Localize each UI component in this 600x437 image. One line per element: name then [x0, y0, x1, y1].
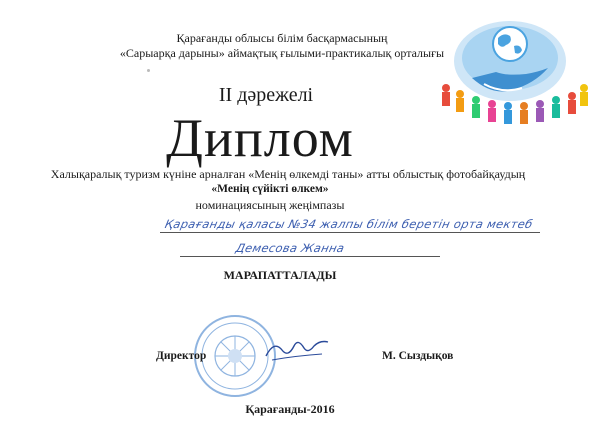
director-name: М. Сыздықов	[382, 350, 454, 362]
place-year: Қарағанды-2016	[245, 402, 335, 416]
director-signature	[262, 336, 332, 366]
degree-label: II дәрежелі	[218, 84, 314, 106]
director-label: Директор	[156, 350, 207, 362]
issuer-line-2: «Сарыарқа дарыны» аймақтық ғылыми-практикалық орталығы	[119, 46, 445, 60]
diploma-title: Диплом	[166, 108, 354, 168]
awarded-label: МАРАПАТТАЛАДЫ	[223, 268, 337, 282]
recipient-school: Қарағанды қаласы №34 жалпы білім беретін орта мектеб	[163, 217, 535, 231]
contest-description: Халықаралық туризм күніне арналған «Менің өлкемді таны» атты облыстық фотобайқаудың	[50, 167, 526, 181]
issuer-line-1: Қарағанды облысы білім басқармасының	[176, 31, 388, 45]
winner-label: номинациясының жеңімпазы	[195, 198, 345, 212]
speck	[147, 69, 150, 72]
nomination-name: «Менің сүйікті өлкем»	[211, 183, 329, 195]
recipient-name: Демесова Жанна	[234, 241, 346, 255]
